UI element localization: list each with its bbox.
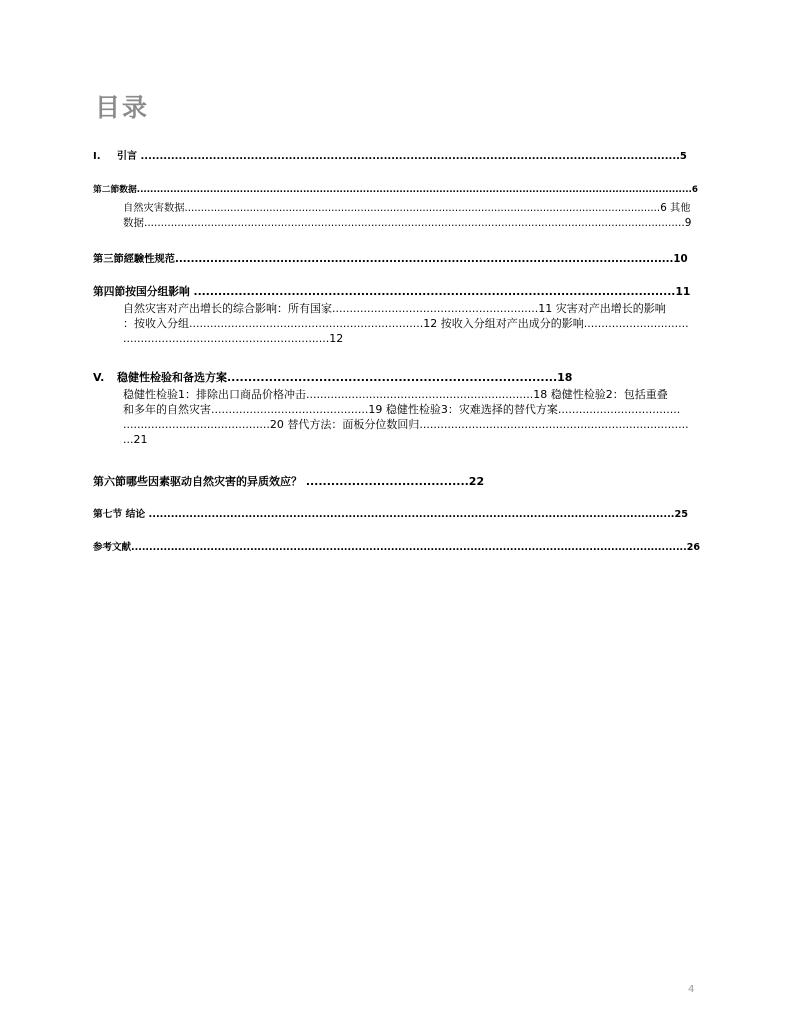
toc-entry-introduction[interactable] [93, 150, 687, 164]
toc-subentry-line[interactable]: 数据..................................................................................................................................................................9 [123, 217, 692, 229]
toc-entry-references[interactable] [93, 541, 700, 555]
toc-entry-text: 参考文献..........................................................................................................................................................26 [93, 542, 700, 553]
toc-entry-data[interactable] [93, 183, 698, 197]
page-number: 4 [688, 984, 695, 995]
toc-subentry-line[interactable]: ：按收入分组...................................................................12 按收入分组对产出成分的影响.............................. [123, 317, 689, 330]
toc-subentry-line[interactable]: ..........................................20 替代方法：面板分位数回归............................................................................. [123, 418, 689, 431]
toc-subentry-line[interactable]: 自然灾害数据..................................................................................................................................................6 其他 [123, 202, 691, 214]
toc-subentry-line[interactable]: ...21 [123, 433, 148, 446]
toc-entry-heterogeneous-effects[interactable] [93, 475, 484, 489]
toc-entry-text: 第四節按国分组影响 ......................................................................................................................11 [93, 285, 691, 298]
toc-entry-number: I. [93, 151, 101, 162]
toc-title: 目录 [95, 93, 150, 122]
toc-entry-robustness[interactable] [93, 371, 572, 385]
toc-entry-country-group-impact[interactable] [93, 285, 690, 299]
toc-entry-text: 引言 ..............................................................................................................................................5 [117, 151, 687, 162]
toc-entry-text: 第六節哪些因素驱动自然灾害的异质效应？ .......................................22 [93, 475, 485, 488]
toc-entry-text: 稳健性检验和备选方案...............................................................................18 [117, 371, 573, 384]
toc-subentry-line[interactable]: 自然灾害对产出增长的综合影响：所有国家...........................................................11 灾害对产出增长的影响 [123, 302, 666, 315]
toc-entry-number: V. [93, 371, 105, 384]
toc-entry-text: 第三節經驗性规范................................................................................................................................10 [93, 253, 688, 265]
toc-subentry-line[interactable]: 稳健性检验1：排除出口商品价格冲击.................................................................18 稳健性检验2：包括重叠 [123, 388, 668, 401]
toc-subentry-line[interactable]: ...........................................................12 [123, 332, 344, 345]
toc-entry-text: 第七节 结论 ..............................................................................................................................................25 [93, 509, 689, 520]
toc-entry-empirical-spec[interactable] [93, 252, 688, 266]
toc-entry-conclusion[interactable] [93, 508, 688, 522]
toc-subentry-line[interactable]: 和多年的自然灾害.............................................19 稳健性检验3：灾难选择的替代方案................................... [123, 403, 681, 416]
toc-entry-text: 第二節数据.......................................................................................................................................................................6 [93, 185, 698, 195]
